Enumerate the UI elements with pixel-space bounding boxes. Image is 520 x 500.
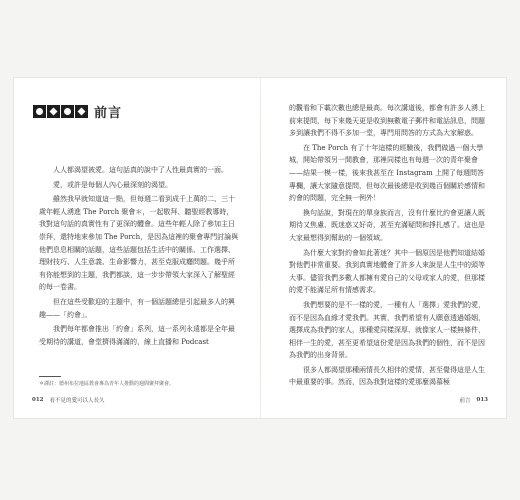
paragraph: 但在這些受歡迎的主題中，有一個話題總是引起最多人的興趣——「約會」。 <box>39 297 235 319</box>
page-number: 013 <box>476 397 488 403</box>
paragraph: 很多人都渴望那種兩情長久相伴的愛情，甚至覺得這是人生中最重要的事。然而，因為我對這樣的愛那麼渴慕極 <box>289 365 485 387</box>
left-folio <box>32 396 105 404</box>
paragraph: 愛，或許是每個人內心最深刻的渴望。 <box>53 180 172 189</box>
paragraph: 的觀看和下載次數也總是最高。每次講道後，都會有許多人湧上前來提問，每下來幾天更是收到無數電子郵件和電話訊息，問題多到讓我們不得不多加一堂，專門用問答的方式為大家解惑。 <box>289 104 485 138</box>
paragraph: 我們每年都會推出「約會」系列，這一系列永遠都是全年最受期待的講道，會堂擠得滿滿的，線上直播和 Podcast <box>39 325 235 346</box>
chapter-title: 前言 <box>94 106 123 121</box>
paragraph: 人人都渴望被愛。這句話真的說中了人性最真實的一面。 <box>53 166 228 174</box>
ornament-block-icon <box>33 105 46 118</box>
ornament-block-icon <box>61 105 74 118</box>
left-body-text <box>39 164 239 350</box>
footnote: ＊譯註：德州布拉地區教會專為青年人推動的週間聚拜聚會。 <box>39 381 175 387</box>
left-page <box>14 78 260 418</box>
paragraph: 雖然我早就知道這一點，但每週二看到成千上萬的二、三十歲年輕人湧進 The Porch 聚會＊，一起敬拜、聽聖經教導時，我對這句話的真實性有了更深的體會。這些年輕人除了參加主日崇拜，還特地來參加 The Porch，是因為這裡的聚會專門討論與他們息息相關的話題，這些話題包括生活中的關係、工作選擇、理財技巧、人生意義、生命影響力，甚至克服成癮問題。幾乎所有你能想到的主題，我們都談，這一步步帶領大家深入了解聖經的每一卷書。 <box>39 195 239 292</box>
page-number: 012 <box>32 397 44 403</box>
book-spread <box>14 78 506 418</box>
paragraph: 我們想要的是不一樣的愛，一種有人「選擇」愛我們的愛，而不是因為血緣才愛我們。其實，我們希望有人願意透過婚姻，選擇成為我們的家人，那種愛同樣深厚、就像家人一樣無條件，相伴一生的愛，甚至更希望這份愛是因為我們的個性，而不是因為我們的出身背景。 <box>289 300 485 360</box>
paragraph: 換句話說，對現在的單身族而言，沒有什麼比約會更讓人既期待又焦慮、既迷惑又好奇，甚至充滿疑問和掙扎感了。這也是大家最想得到幫助的一個領域。 <box>289 208 485 242</box>
ornament-block-icon <box>47 105 60 118</box>
decorative-ornament-icon <box>33 105 88 118</box>
ornament-block-icon <box>75 105 88 118</box>
right-body-text <box>289 102 487 391</box>
footnote-rule <box>39 376 61 377</box>
paragraph: 在 The Porch 有了十年這樣的經驗後，我們做過一個大學城，開始帶領另一間教會，那裡同樣也有每週一次的青年聚會——結果一模一樣，後來我甚至在 Instagram 上開了每週問答專欄，讓大家隨意提問，但每次最後總是收到幾百個關於感情和約會的問題，完全無一例外！ <box>289 143 485 203</box>
running-title: 看不見的愛可以人長久 <box>49 398 105 404</box>
paragraph: 為什麼大家對約會如此著迷？其中一個原因是他們知道結婚對他們非常重要。我到真實地體會了許多人來說是人生中的頭等大事。儘管我們多數人都擁有愛自己的父母或家人的愛，但那樣的愛不能滿足所有情感需求。 <box>289 248 485 295</box>
right-folio <box>460 396 489 404</box>
chapter-heading <box>33 102 122 121</box>
right-page <box>261 78 506 418</box>
running-title: 前言 <box>459 398 471 404</box>
